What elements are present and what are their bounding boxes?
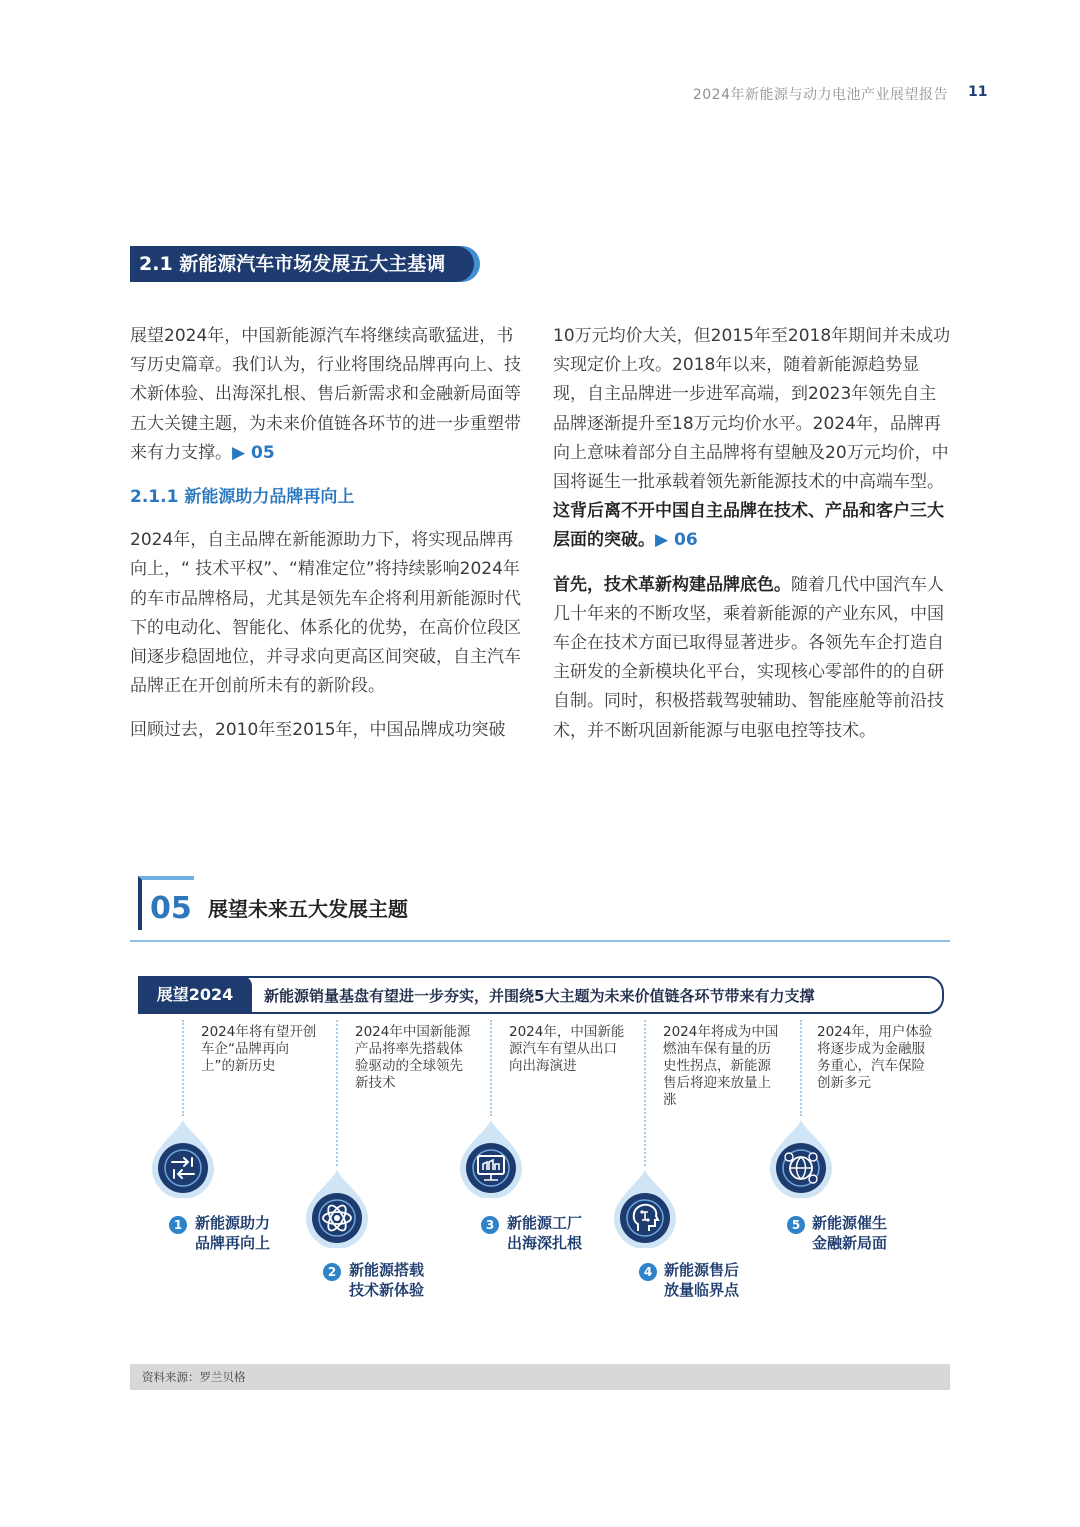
theme-5-number-badge: 5: [787, 1216, 805, 1234]
body-paragraph: 2024年，自主品牌在新能源助力下，将实现品牌再向上，“ 技术平权”、“精准定位”将持续影响2024年的车市品牌格局，尤其是领先车企将利用新能源时代下的电动化、智能化、体系化的优势，在高价位段区间逐步稳固地位，并寻求向更高区间突破，自主汽车品牌正在开创前所未有的新阶段。: [130, 530, 521, 697]
theme-5-connector: [800, 1020, 802, 1116]
page-number: 11: [968, 84, 988, 100]
theme-5-drop: [768, 1118, 834, 1198]
section-heading: [130, 246, 474, 282]
report-title: 2024年新能源与动力电池产业展望报告: [692, 87, 948, 103]
figure-title: 展望未来五大发展主题: [208, 897, 408, 921]
right-column: [553, 322, 951, 761]
theme-2-label: 新能源搭载 技术新体验: [349, 1261, 425, 1299]
theme-1-connector: [182, 1020, 184, 1116]
factory-monitor-icon: [458, 1118, 524, 1198]
banner-text: 新能源销量基盘有望进一步夯实，并围绕5大主题为未来价值链各环节带来有力支撑: [264, 987, 815, 1005]
globe-currency-icon: [768, 1118, 834, 1198]
arrows-icon: [150, 1118, 216, 1198]
bold-sentence: 这背后离不开中国自主品牌在技术、产品和客户三大层面的突破。: [553, 501, 944, 551]
theme-2-drop: [304, 1168, 370, 1248]
source-text: 资料来源：罗兰贝格: [142, 1370, 246, 1384]
atom-icon: [304, 1168, 370, 1248]
theme-3-label: 新能源工厂 出海深扎根: [507, 1214, 583, 1252]
theme-4-drop: [612, 1168, 678, 1248]
banner-tag: 展望2024: [138, 976, 252, 1014]
theme-5-label: 新能源催生 金融新局面: [812, 1214, 888, 1252]
theme-3-connector: [490, 1020, 492, 1116]
figure-divider: [130, 940, 950, 942]
head-circuit-icon: [612, 1168, 678, 1248]
theme-4-connector: [644, 1020, 646, 1166]
theme-2-number-badge: 2: [323, 1263, 341, 1281]
theme-4-description: 2024年将成为中国燃油车保有量的历史性拐点，新能源售后将迎来放量上涨: [663, 1024, 779, 1108]
body-paragraph: 首先，技术革新构建品牌底色。随着几代中国汽车人几十年来的不断攻坚，乘着新能源的产业东风，中国车企在技术方面已取得显著进步。各领先车企打造自主研发的全新模块化平台，实现核心零部件的的自研自制。同时，积极搭载驾驶辅助、智能座舱等前沿技术，并不断巩固新能源与电驱电控等技术。: [553, 574, 944, 741]
body-paragraph: 回顾过去，2010年至2015年，中国品牌成功突破: [130, 720, 506, 741]
figure-number-box: [138, 876, 194, 930]
body-paragraph: 10万元均价大关，但2015年至2018年期间并未成功实现定价上攻。2018年以来，随着新能源趋势显现，自主品牌进一步进军高端，到2023年领先自主品牌逐渐提升至18万元均价水平。2024年，品牌再向上意味着部分自主品牌将有望触及20万元均价，中国将诞生一批承载着领先新能源技术的中高端车型。这背后离不开中国自主品牌在技术、产品和客户三大层面的突破。▶ 06: [553, 326, 951, 551]
section-title: 2.1 新能源汽车市场发展五大主基调: [139, 253, 446, 275]
theme-3-number-badge: 3: [481, 1216, 499, 1234]
theme-2-connector: [336, 1020, 338, 1166]
source-bar: [130, 1364, 950, 1390]
intro-paragraph: 展望2024年，中国新能源汽车将继续高歌猛进，书写历史篇章。我们认为，行业将围绕品牌再向上、技术新体验、出海深扎根、售后新需求和金融新局面等五大关键主题，为未来价值链各环节的进一步重塑带来有力支撑。▶ 05: [130, 326, 521, 463]
theme-4-number-badge: 4: [639, 1263, 657, 1281]
bold-lead: 首先，技术革新构建品牌底色。: [553, 574, 791, 595]
theme-1-description: 2024年将有望开创车企“品牌再向上”的新历史: [201, 1024, 317, 1074]
subsection-heading: 2.1.1 新能源助力品牌再向上: [130, 487, 355, 508]
theme-2-description: 2024年中国新能源产品将率先搭载体验驱动的全球领先新技术: [355, 1024, 471, 1091]
theme-4-label: 新能源售后 放量临界点: [664, 1261, 740, 1299]
figure-number: 05: [150, 891, 192, 926]
theme-3-description: 2024年，中国新能源汽车有望从出口向出海演进: [509, 1024, 625, 1074]
left-column: [130, 322, 528, 761]
theme-1-label: 新能源助力 品牌再向上: [195, 1214, 271, 1252]
theme-1-number-badge: 1: [169, 1216, 187, 1234]
theme-1-drop: [150, 1118, 216, 1198]
figure-ref-06[interactable]: ▶ 06: [655, 530, 698, 551]
theme-3-drop: [458, 1118, 524, 1198]
theme-5-description: 2024年，用户体验将逐步成为金融服务重心，汽车保险创新多元: [817, 1024, 933, 1091]
figure-ref-05[interactable]: ▶ 05: [232, 442, 275, 463]
